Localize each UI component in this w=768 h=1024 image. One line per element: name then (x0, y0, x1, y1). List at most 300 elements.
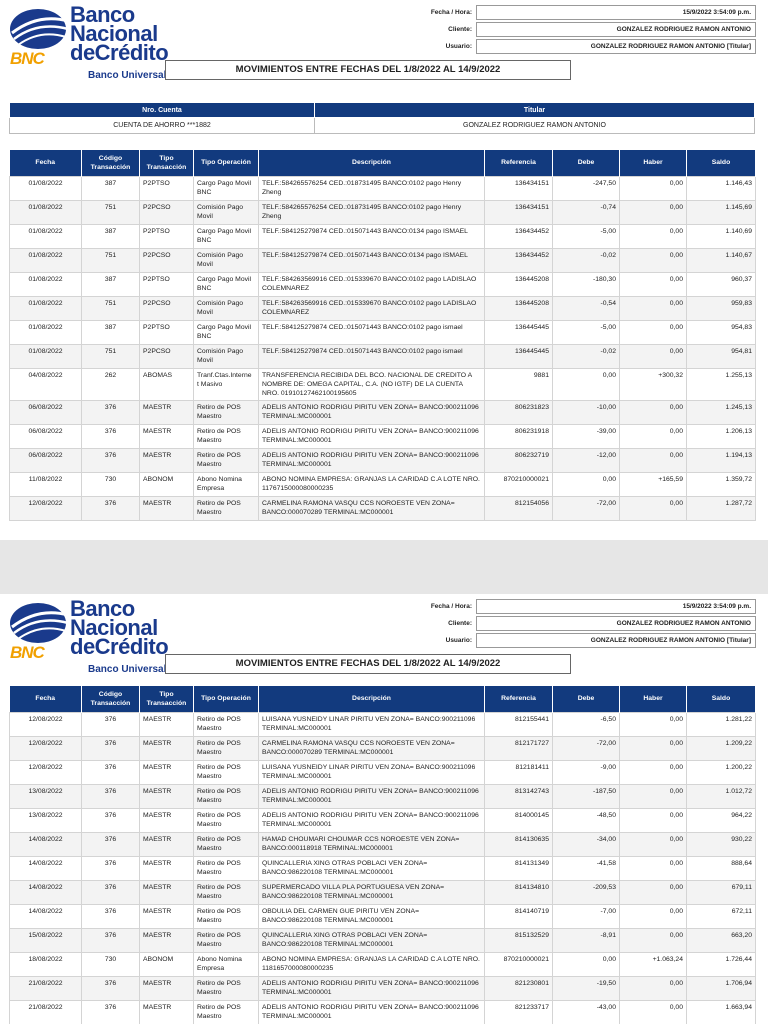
row-fecha: 01/08/2022 (10, 320, 82, 344)
row-tipo-operacion: Cargo Pago Movil BNC (194, 272, 259, 296)
table-row (10, 712, 756, 736)
row-fecha: 13/08/2022 (10, 784, 82, 808)
row-fecha: 01/08/2022 (10, 248, 82, 272)
row-haber: 0,00 (620, 712, 687, 736)
date-value: 15/9/2022 3:54:09 p.m. (476, 5, 756, 20)
row-descripcion: OBDULIA DEL CARMEN GUE PIRITU VEN ZONA= BANCO:986220108 TERMINAL:MC000001 (259, 904, 485, 928)
movements-table (9, 150, 756, 521)
row-fecha: 12/08/2022 (10, 736, 82, 760)
row-haber: 0,00 (620, 176, 687, 200)
bank-logo (8, 2, 169, 83)
row-descripcion: QUINCALLERIA XING OTRAS POBLACI VEN ZONA= BANCO:986220108 TERMINAL:MC000001 (259, 928, 485, 952)
bank-name-line3: deCrédito (70, 634, 169, 659)
row-referencia: 813142743 (485, 784, 553, 808)
col-tipo-transaccion: Tipo Transacción (140, 686, 194, 712)
account-number: CUENTA DE AHORRO ***1882 (10, 118, 315, 134)
row-referencia: 136434452 (485, 224, 553, 248)
row-haber: 0,00 (620, 976, 687, 1000)
row-fecha: 01/08/2022 (10, 272, 82, 296)
row-codigo: 376 (82, 400, 140, 424)
row-tipo-operacion: Retiro de POS Maestro (194, 736, 259, 760)
row-haber: 0,00 (620, 856, 687, 880)
row-descripcion: TRANSFERENCIA RECIBIDA DEL BCO. NACIONAL DE CREDITO A NOMBRE DE: OMEGA CAPITAL, C.A. (NO IGTF) DE LA CUENTA NRO. 01910127462100195605 (259, 368, 485, 400)
row-referencia: 814131349 (485, 856, 553, 880)
col-descripcion: Descripción (259, 150, 485, 176)
report-info (400, 598, 756, 649)
row-referencia: 814140719 (485, 904, 553, 928)
row-tipo-operacion: Retiro de POS Maestro (194, 1000, 259, 1024)
row-haber: 0,00 (620, 248, 687, 272)
row-saldo: 960,37 (687, 272, 756, 296)
row-tipo-transaccion: MAESTR (140, 400, 194, 424)
table-row (10, 760, 756, 784)
table-row (10, 784, 756, 808)
row-fecha: 06/08/2022 (10, 400, 82, 424)
row-fecha: 21/08/2022 (10, 976, 82, 1000)
user-value: GONZALEZ RODRIGUEZ RAMON ANTONIO [Titular] (476, 633, 756, 648)
row-debe: -0,02 (553, 248, 620, 272)
row-tipo-operacion: Retiro de POS Maestro (194, 928, 259, 952)
row-saldo: 1.140,69 (687, 224, 756, 248)
table-row (10, 368, 756, 400)
row-saldo: 930,22 (687, 832, 756, 856)
account-holder-header: Titular (315, 103, 755, 118)
row-haber: 0,00 (620, 1000, 687, 1024)
col-codigo: Código Transacción (82, 686, 140, 712)
row-tipo-operacion: Retiro de POS Maestro (194, 496, 259, 520)
row-saldo: 672,11 (687, 904, 756, 928)
date-value: 15/9/2022 3:54:09 p.m. (476, 599, 756, 614)
row-tipo-operacion: Retiro de POS Maestro (194, 784, 259, 808)
row-saldo: 1.194,13 (687, 448, 756, 472)
bank-name (70, 2, 169, 65)
row-haber: +165,59 (620, 472, 687, 496)
client-label: Cliente: (448, 620, 472, 627)
row-descripcion: TELF.:584125279874 CED.:015071443 BANCO:0134 pago ISMAEL (259, 248, 485, 272)
row-haber: +300,32 (620, 368, 687, 400)
table-row (10, 736, 756, 760)
globe-logo-icon (8, 7, 72, 53)
row-tipo-transaccion: P2PTSO (140, 176, 194, 200)
row-tipo-transaccion: ABOMAS (140, 368, 194, 400)
row-haber: 0,00 (620, 928, 687, 952)
row-descripcion: TELF.:584263569916 CED.:015339670 BANCO:0102 pago LADISLAO COLEMNAREZ (259, 272, 485, 296)
row-haber: 0,00 (620, 496, 687, 520)
row-codigo: 751 (82, 296, 140, 320)
row-debe: -72,00 (553, 736, 620, 760)
row-codigo: 376 (82, 880, 140, 904)
row-fecha: 06/08/2022 (10, 448, 82, 472)
row-codigo: 751 (82, 200, 140, 224)
date-label: Fecha / Hora: (430, 603, 472, 610)
bank-logo (8, 596, 169, 677)
row-tipo-operacion: Comisión Pago Movil (194, 296, 259, 320)
row-descripcion: CARMELINA RAMONA VASQU CCS NOROESTE VEN ZONA= BANCO:000070289 TERMINAL:MC000001 (259, 496, 485, 520)
row-fecha: 14/08/2022 (10, 832, 82, 856)
row-descripcion: ABONO NOMINA EMPRESA: GRANJAS LA CARIDAD C.A LOTE NRO. 1176715000080000235 (259, 472, 485, 496)
row-tipo-operacion: Retiro de POS Maestro (194, 400, 259, 424)
table-row (10, 952, 756, 976)
account-holder: GONZALEZ RODRIGUEZ RAMON ANTONIO (315, 118, 755, 134)
row-debe: -41,58 (553, 856, 620, 880)
row-tipo-operacion: Retiro de POS Maestro (194, 976, 259, 1000)
row-saldo: 1.706,94 (687, 976, 756, 1000)
col-fecha: Fecha (10, 150, 82, 176)
table-row (10, 296, 756, 320)
row-haber: 0,00 (620, 424, 687, 448)
row-fecha: 15/08/2022 (10, 928, 82, 952)
row-referencia: 814130635 (485, 832, 553, 856)
row-debe: 0,00 (553, 368, 620, 400)
row-saldo: 954,81 (687, 344, 756, 368)
row-saldo: 1.287,72 (687, 496, 756, 520)
row-haber: 0,00 (620, 448, 687, 472)
row-referencia: 136434151 (485, 200, 553, 224)
row-referencia: 812181411 (485, 760, 553, 784)
row-codigo: 376 (82, 760, 140, 784)
col-fecha: Fecha (10, 686, 82, 712)
row-referencia: 136434452 (485, 248, 553, 272)
row-tipo-transaccion: P2PTSO (140, 320, 194, 344)
table-row (10, 832, 756, 856)
table-row (10, 880, 756, 904)
row-tipo-transaccion: MAESTR (140, 496, 194, 520)
row-debe: -209,53 (553, 880, 620, 904)
row-codigo: 376 (82, 736, 140, 760)
row-debe: -10,00 (553, 400, 620, 424)
row-debe: 0,00 (553, 952, 620, 976)
row-descripcion: ADELIS ANTONIO RODRIGU PIRITU VEN ZONA= BANCO:900211096 TERMINAL:MC000001 (259, 400, 485, 424)
page-gap (0, 540, 768, 594)
row-descripcion: ADELIS ANTONIO RODRIGU PIRITU VEN ZONA= BANCO:900211096 TERMINAL:MC000001 (259, 808, 485, 832)
client-value: GONZALEZ RODRIGUEZ RAMON ANTONIO (476, 22, 756, 37)
row-descripcion: HAMAD CHOUMARI CHOUMAR CCS NOROESTE VEN ZONA= BANCO:000118918 TERMINAL:MC000001 (259, 832, 485, 856)
row-saldo: 1.245,13 (687, 400, 756, 424)
row-fecha: 01/08/2022 (10, 344, 82, 368)
movements-table (9, 686, 756, 1024)
row-referencia: 812171727 (485, 736, 553, 760)
row-saldo: 964,22 (687, 808, 756, 832)
row-saldo: 888,64 (687, 856, 756, 880)
row-haber: 0,00 (620, 736, 687, 760)
account-number-header: Nro. Cuenta (10, 103, 315, 118)
table-row (10, 400, 756, 424)
row-debe: -0,74 (553, 200, 620, 224)
row-referencia: 136445445 (485, 344, 553, 368)
row-descripcion: ADELIS ANTONIO RODRIGU PIRITU VEN ZONA= BANCO:900211096 TERMINAL:MC000001 (259, 424, 485, 448)
row-tipo-transaccion: MAESTR (140, 760, 194, 784)
row-descripcion: SUPERMERCADO VILLA PLA PORTUGUESA VEN ZONA= BANCO:986220108 TERMINAL:MC000001 (259, 880, 485, 904)
row-fecha: 12/08/2022 (10, 712, 82, 736)
row-referencia: 821233717 (485, 1000, 553, 1024)
bank-name (70, 596, 169, 659)
row-descripcion: ADELIS ANTONIO RODRIGU PIRITU VEN ZONA= BANCO:900211096 TERMINAL:MC000001 (259, 784, 485, 808)
row-tipo-operacion: Abono Nomina Empresa (194, 472, 259, 496)
row-fecha: 06/08/2022 (10, 424, 82, 448)
row-codigo: 262 (82, 368, 140, 400)
row-tipo-operacion: Comisión Pago Movil (194, 248, 259, 272)
table-row (10, 424, 756, 448)
account-table (9, 102, 755, 134)
row-tipo-operacion: Comisión Pago Movil (194, 344, 259, 368)
row-debe: -34,00 (553, 832, 620, 856)
row-referencia: 814000145 (485, 808, 553, 832)
bank-name-line1: Banco (70, 2, 135, 27)
row-tipo-transaccion: P2PTSO (140, 272, 194, 296)
table-row (10, 976, 756, 1000)
row-codigo: 376 (82, 928, 140, 952)
row-haber: 0,00 (620, 784, 687, 808)
col-referencia: Referencia (485, 150, 553, 176)
row-debe: -5,00 (553, 224, 620, 248)
row-debe: -0,54 (553, 296, 620, 320)
row-descripcion: QUINCALLERIA XING OTRAS POBLACI VEN ZONA= BANCO:986220108 TERMINAL:MC000001 (259, 856, 485, 880)
row-fecha: 04/08/2022 (10, 368, 82, 400)
row-codigo: 376 (82, 784, 140, 808)
row-codigo: 376 (82, 856, 140, 880)
row-tipo-operacion: Retiro de POS Maestro (194, 808, 259, 832)
row-referencia: 814134810 (485, 880, 553, 904)
row-codigo: 376 (82, 1000, 140, 1024)
row-debe: -39,00 (553, 424, 620, 448)
row-fecha: 12/08/2022 (10, 496, 82, 520)
row-debe: -6,50 (553, 712, 620, 736)
row-descripcion: LUISANA YUSNEIDY LINAR PIRITU VEN ZONA= BANCO:900211096 TERMINAL:MC000001 (259, 760, 485, 784)
table-row (10, 496, 756, 520)
row-saldo: 663,20 (687, 928, 756, 952)
row-debe: -9,00 (553, 760, 620, 784)
bnc-mark: BNC (10, 49, 44, 68)
client-value: GONZALEZ RODRIGUEZ RAMON ANTONIO (476, 616, 756, 631)
table-row (10, 320, 756, 344)
table-row (10, 472, 756, 496)
table-row (10, 904, 756, 928)
row-tipo-transaccion: MAESTR (140, 976, 194, 1000)
row-saldo: 1.200,22 (687, 760, 756, 784)
row-tipo-transaccion: MAESTR (140, 928, 194, 952)
row-descripcion: TELF.:584265576254 CED.:018731495 BANCO:0102 pago Henry Zheng (259, 200, 485, 224)
row-codigo: 730 (82, 472, 140, 496)
table-row (10, 248, 756, 272)
row-descripcion: TELF.:584125279874 CED.:015071443 BANCO:0102 pago ismael (259, 344, 485, 368)
row-debe: -7,00 (553, 904, 620, 928)
row-debe: -5,00 (553, 320, 620, 344)
globe-logo-icon (8, 601, 72, 647)
row-debe: -12,00 (553, 448, 620, 472)
row-codigo: 387 (82, 224, 140, 248)
row-haber: 0,00 (620, 904, 687, 928)
row-referencia: 870210000021 (485, 472, 553, 496)
row-haber: 0,00 (620, 344, 687, 368)
table-header-row (10, 150, 756, 176)
row-debe: -72,00 (553, 496, 620, 520)
row-debe: -180,30 (553, 272, 620, 296)
row-haber: 0,00 (620, 272, 687, 296)
row-haber: 0,00 (620, 880, 687, 904)
row-fecha: 11/08/2022 (10, 472, 82, 496)
row-tipo-transaccion: P2PCSO (140, 248, 194, 272)
row-tipo-transaccion: ABONOM (140, 472, 194, 496)
bnc-mark: BNC (10, 643, 44, 662)
table-row (10, 928, 756, 952)
table-row (10, 1000, 756, 1024)
report-page-2 (0, 594, 768, 1024)
row-descripcion: TELF.:584263569916 CED.:015339670 BANCO:0102 pago LADISLAO COLEMNAREZ (259, 296, 485, 320)
table-row (10, 344, 756, 368)
report-info (400, 4, 756, 55)
row-tipo-operacion: Abono Nomina Empresa (194, 952, 259, 976)
table-header-row (10, 686, 756, 712)
row-descripcion: ADELIS ANTONIO RODRIGU PIRITU VEN ZONA= BANCO:900211096 TERMINAL:MC000001 (259, 448, 485, 472)
bank-name-line2: Nacional (70, 615, 158, 640)
table-row (10, 200, 756, 224)
row-referencia: 806231918 (485, 424, 553, 448)
col-haber: Haber (620, 686, 687, 712)
row-fecha: 01/08/2022 (10, 224, 82, 248)
row-referencia: 136434151 (485, 176, 553, 200)
row-saldo: 1.359,72 (687, 472, 756, 496)
row-debe: -187,50 (553, 784, 620, 808)
row-saldo: 1.726,44 (687, 952, 756, 976)
user-label: Usuario: (445, 637, 472, 644)
row-haber: 0,00 (620, 760, 687, 784)
row-haber: 0,00 (620, 296, 687, 320)
row-debe: -0,02 (553, 344, 620, 368)
row-tipo-transaccion: MAESTR (140, 880, 194, 904)
table-row (10, 176, 756, 200)
row-referencia: 812155441 (485, 712, 553, 736)
col-tipo-transaccion: Tipo Transacción (140, 150, 194, 176)
col-referencia: Referencia (485, 686, 553, 712)
row-saldo: 679,11 (687, 880, 756, 904)
report-title: MOVIMIENTOS ENTRE FECHAS DEL 1/8/2022 AL 14/9/2022 (165, 60, 571, 80)
row-referencia: 815132529 (485, 928, 553, 952)
row-fecha: 14/08/2022 (10, 880, 82, 904)
row-codigo: 387 (82, 320, 140, 344)
table-row (10, 272, 756, 296)
report-title: MOVIMIENTOS ENTRE FECHAS DEL 1/8/2022 AL 14/9/2022 (165, 654, 571, 674)
row-debe: -48,50 (553, 808, 620, 832)
row-saldo: 1.146,43 (687, 176, 756, 200)
client-label: Cliente: (448, 26, 472, 33)
col-debe: Debe (553, 686, 620, 712)
row-debe: -247,50 (553, 176, 620, 200)
row-fecha: 14/08/2022 (10, 904, 82, 928)
row-haber: 0,00 (620, 832, 687, 856)
row-codigo: 376 (82, 832, 140, 856)
row-codigo: 376 (82, 976, 140, 1000)
row-tipo-operacion: Retiro de POS Maestro (194, 424, 259, 448)
row-referencia: 136445208 (485, 272, 553, 296)
row-codigo: 376 (82, 808, 140, 832)
row-fecha: 13/08/2022 (10, 808, 82, 832)
row-saldo: 1.206,13 (687, 424, 756, 448)
row-referencia: 136445445 (485, 320, 553, 344)
row-tipo-operacion: Retiro de POS Maestro (194, 856, 259, 880)
row-saldo: 1.281,22 (687, 712, 756, 736)
row-referencia: 806232719 (485, 448, 553, 472)
bank-tagline: Banco Universal (88, 70, 167, 81)
row-tipo-operacion: Retiro de POS Maestro (194, 904, 259, 928)
row-tipo-transaccion: MAESTR (140, 856, 194, 880)
row-fecha: 21/08/2022 (10, 1000, 82, 1024)
row-saldo: 1.140,67 (687, 248, 756, 272)
row-debe: -43,00 (553, 1000, 620, 1024)
row-tipo-operacion: Retiro de POS Maestro (194, 880, 259, 904)
row-tipo-operacion: Cargo Pago Movil BNC (194, 176, 259, 200)
row-referencia: 9881 (485, 368, 553, 400)
row-haber: +1.063,24 (620, 952, 687, 976)
row-tipo-operacion: Retiro de POS Maestro (194, 832, 259, 856)
col-saldo: Saldo (687, 150, 756, 176)
row-codigo: 376 (82, 496, 140, 520)
row-tipo-operacion: Retiro de POS Maestro (194, 448, 259, 472)
row-codigo: 376 (82, 448, 140, 472)
row-tipo-transaccion: MAESTR (140, 904, 194, 928)
row-tipo-transaccion: MAESTR (140, 448, 194, 472)
date-label: Fecha / Hora: (430, 9, 472, 16)
row-tipo-transaccion: MAESTR (140, 712, 194, 736)
row-tipo-transaccion: MAESTR (140, 1000, 194, 1024)
row-saldo: 1.255,13 (687, 368, 756, 400)
row-saldo: 1.145,69 (687, 200, 756, 224)
row-tipo-operacion: Retiro de POS Maestro (194, 760, 259, 784)
row-saldo: 1.663,94 (687, 1000, 756, 1024)
row-descripcion: LUISANA YUSNEIDY LINAR PIRITU VEN ZONA= BANCO:900211096 TERMINAL:MC000001 (259, 712, 485, 736)
bank-tagline: Banco Universal (88, 664, 167, 675)
row-fecha: 01/08/2022 (10, 296, 82, 320)
row-tipo-transaccion: P2PCSO (140, 200, 194, 224)
row-haber: 0,00 (620, 808, 687, 832)
row-referencia: 870210000021 (485, 952, 553, 976)
row-referencia: 136445208 (485, 296, 553, 320)
col-descripcion: Descripción (259, 686, 485, 712)
row-codigo: 376 (82, 904, 140, 928)
row-tipo-transaccion: MAESTR (140, 808, 194, 832)
row-tipo-transaccion: MAESTR (140, 784, 194, 808)
row-tipo-transaccion: MAESTR (140, 424, 194, 448)
row-tipo-transaccion: P2PTSO (140, 224, 194, 248)
col-codigo: Código Transacción (82, 150, 140, 176)
row-codigo: 387 (82, 272, 140, 296)
row-debe: -19,50 (553, 976, 620, 1000)
row-referencia: 812154056 (485, 496, 553, 520)
row-fecha: 14/08/2022 (10, 856, 82, 880)
row-codigo: 751 (82, 344, 140, 368)
row-codigo: 376 (82, 424, 140, 448)
row-tipo-operacion: Cargo Pago Movil BNC (194, 224, 259, 248)
col-saldo: Saldo (687, 686, 756, 712)
table-row (10, 808, 756, 832)
row-descripcion: ADELIS ANTONIO RODRIGU PIRITU VEN ZONA= BANCO:900211096 TERMINAL:MC000001 (259, 976, 485, 1000)
row-fecha: 01/08/2022 (10, 200, 82, 224)
row-saldo: 1.209,22 (687, 736, 756, 760)
row-fecha: 12/08/2022 (10, 760, 82, 784)
col-debe: Debe (553, 150, 620, 176)
row-haber: 0,00 (620, 400, 687, 424)
col-tipo-operacion: Tipo Operación (194, 686, 259, 712)
row-tipo-transaccion: P2PCSO (140, 344, 194, 368)
bank-name-line2: Nacional (70, 21, 158, 46)
col-haber: Haber (620, 150, 687, 176)
row-tipo-operacion: Comisión Pago Movil (194, 200, 259, 224)
row-tipo-transaccion: MAESTR (140, 832, 194, 856)
row-referencia: 806231823 (485, 400, 553, 424)
row-tipo-operacion: Tranf.Ctas.Interne t Masivo (194, 368, 259, 400)
row-descripcion: ADELIS ANTONIO RODRIGU PIRITU VEN ZONA= BANCO:900211096 TERMINAL:MC000001 (259, 1000, 485, 1024)
row-codigo: 730 (82, 952, 140, 976)
row-descripcion: CARMELINA RAMONA VASQU CCS NOROESTE VEN ZONA= BANCO:000070289 TERMINAL:MC000001 (259, 736, 485, 760)
